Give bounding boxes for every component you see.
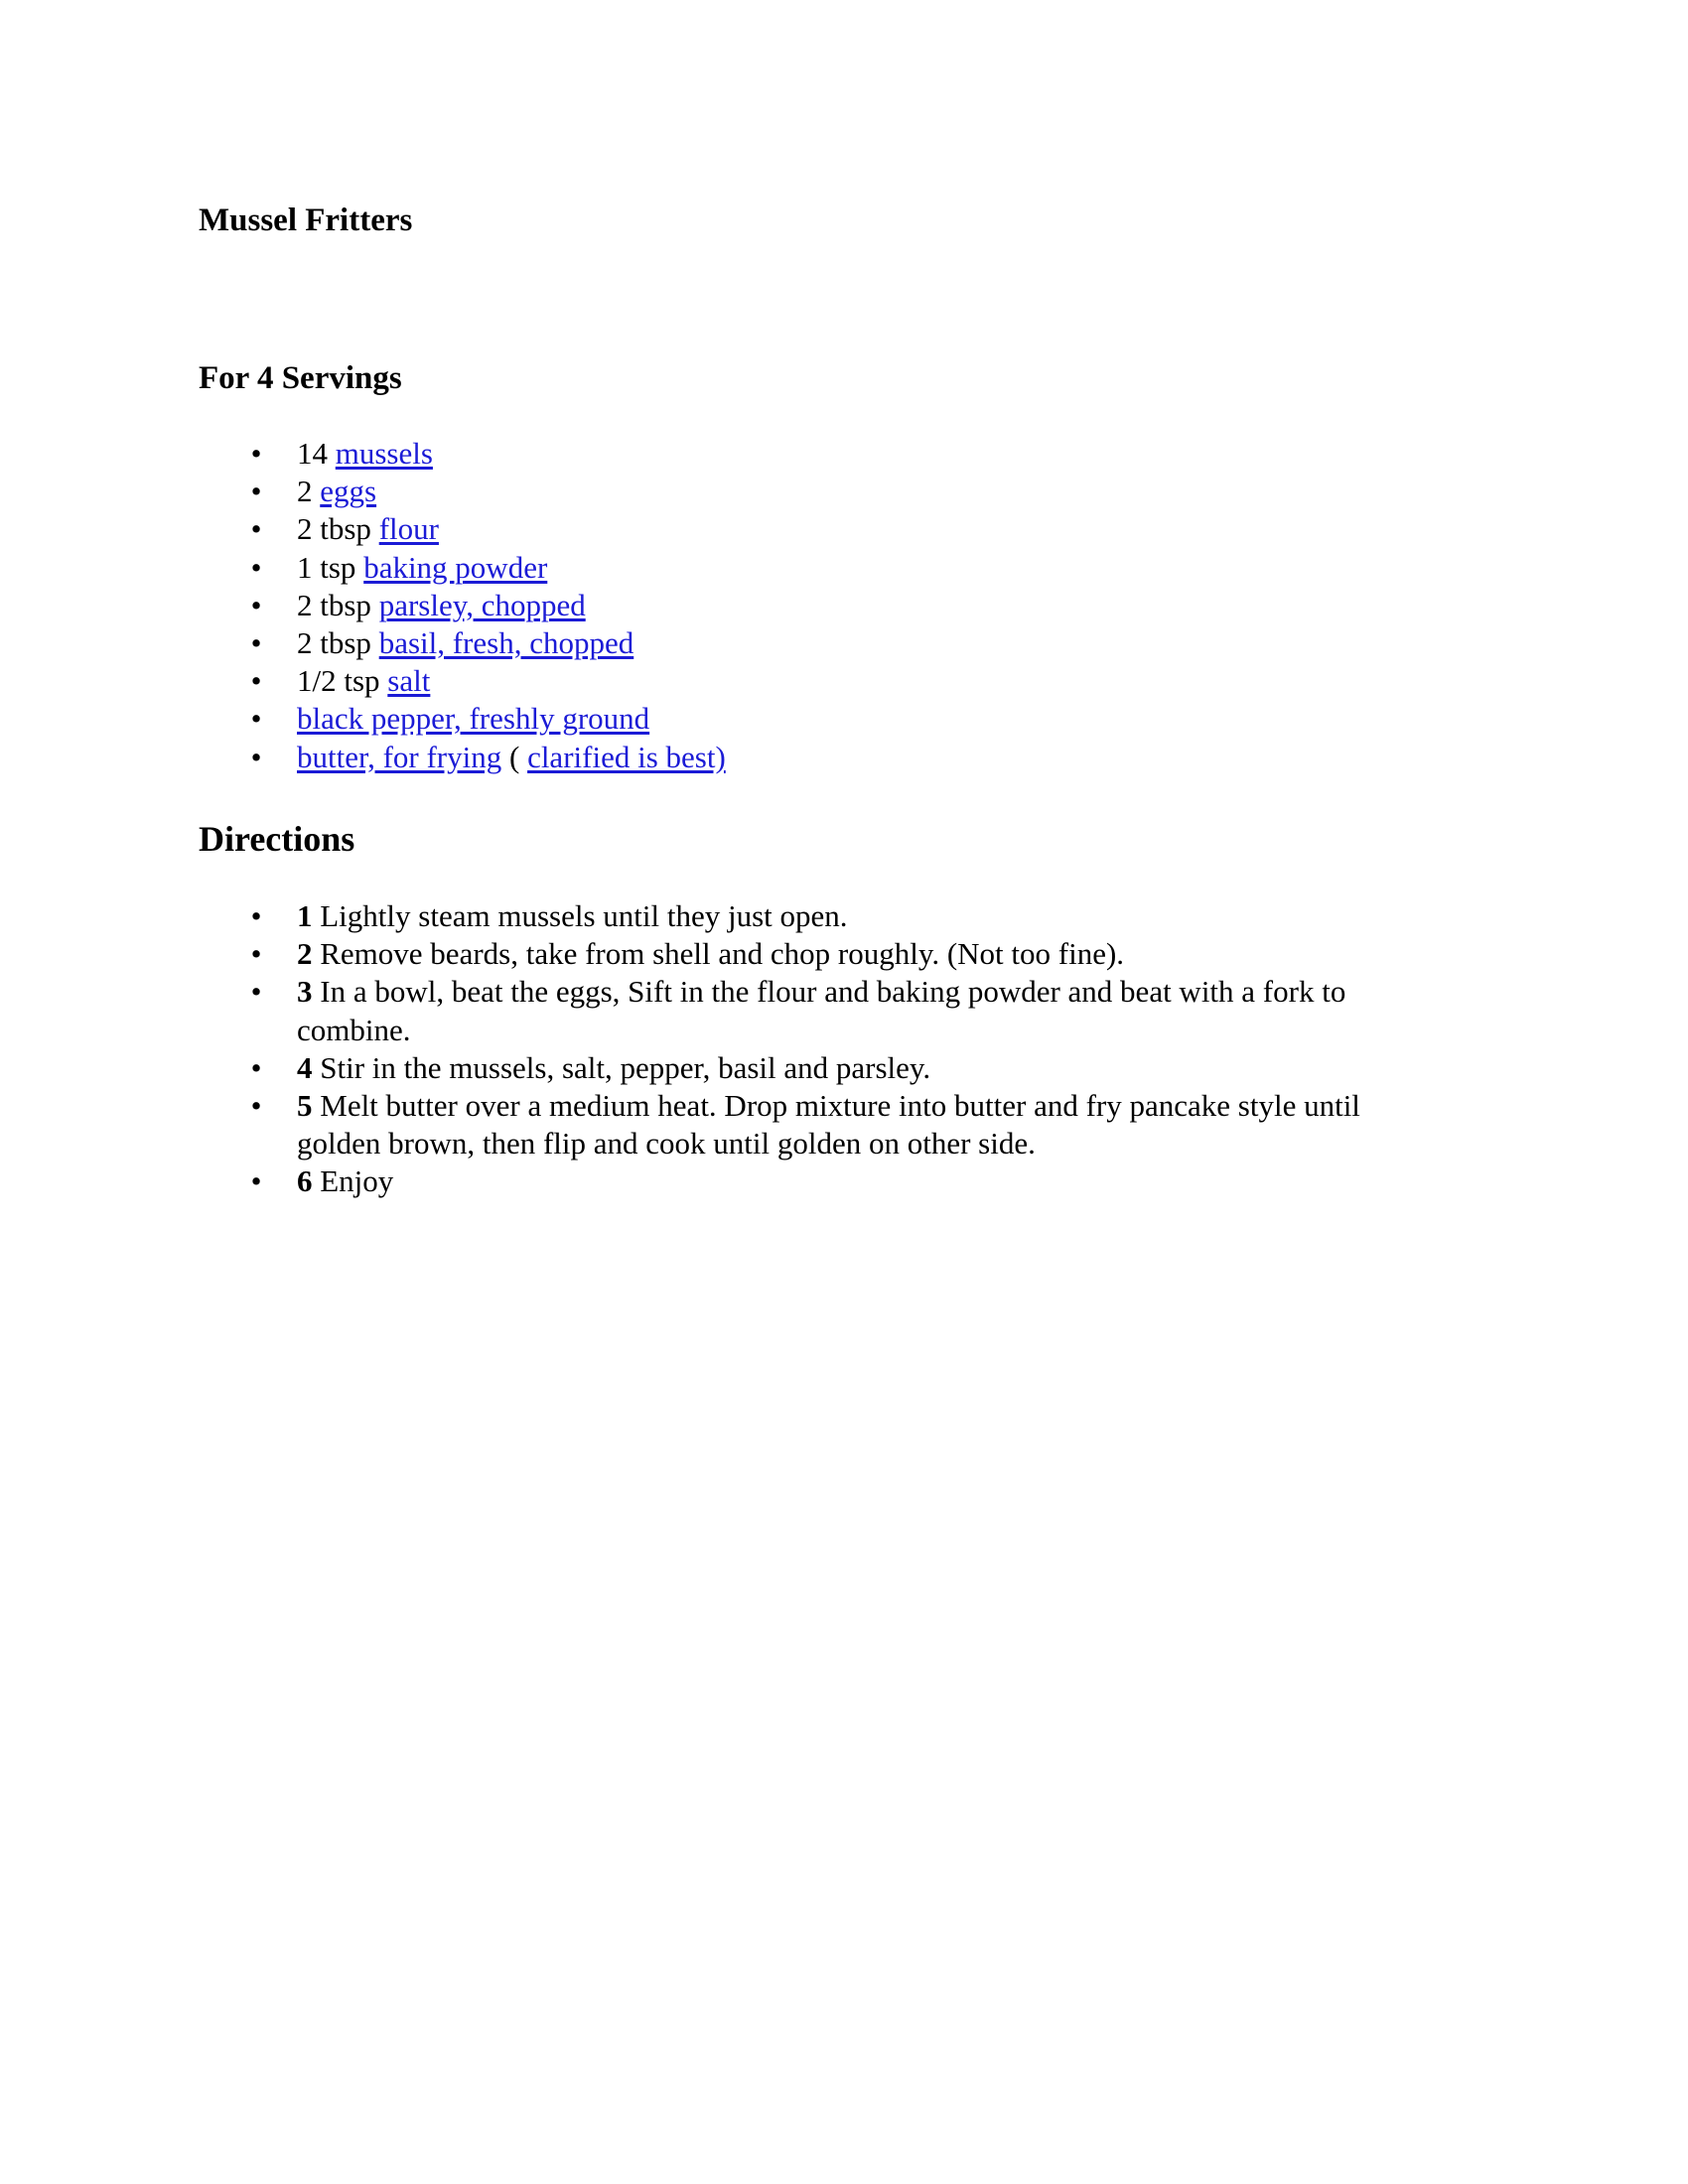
direction-step [199, 1087, 1489, 1162]
direction-step [199, 935, 1489, 973]
bullet-icon: • [250, 436, 262, 471]
bullet-icon: • [250, 663, 262, 699]
bullet-icon: • [250, 1049, 262, 1085]
step-number: 6 [297, 1163, 313, 1199]
step-text: Lightly steam mussels until they just open. [312, 898, 848, 933]
bullet-icon: • [250, 739, 262, 774]
bullet-icon: • [250, 898, 262, 933]
ingredient-item [199, 662, 726, 700]
step-text: Remove beards, take from shell and chop roughly. (Not too fine). [312, 936, 1125, 972]
ingredient-link-salt[interactable]: salt [387, 663, 431, 699]
directions-heading: Directions [199, 819, 355, 859]
ingredient-item [199, 739, 726, 776]
ingredient-quantity: 2 [297, 474, 321, 509]
direction-step [199, 1049, 1489, 1087]
ingredient-link-eggs[interactable]: eggs [320, 474, 377, 509]
ingredient-list [199, 435, 726, 776]
step-text: Stir in the mussels, salt, pepper, basil and parsley. [312, 1049, 931, 1085]
bullet-icon: • [250, 587, 262, 622]
ingredient-item [199, 624, 726, 662]
step-number: 1 [297, 898, 313, 933]
step-text: In a bowl, beat the eggs, Sift in the flour and baking powder and beat with a fork to combine. [297, 974, 1346, 1047]
ingredient-item [199, 700, 726, 738]
bullet-icon: • [250, 1088, 262, 1124]
ingredient-quantity: 2 tbsp [297, 625, 379, 661]
bullet-icon: • [250, 474, 262, 509]
ingredient-quantity: 2 tbsp [297, 511, 379, 547]
ingredient-item [199, 549, 726, 587]
bullet-icon: • [250, 936, 262, 972]
ingredient-quantity: 1/2 tsp [297, 663, 388, 699]
step-text: Melt butter over a medium heat. Drop mixture into butter and fry pancake style until golden brown, then flip and cook until golden on other side. [297, 1088, 1360, 1161]
ingredient-item [199, 435, 726, 473]
ingredient-link-flour[interactable]: flour [378, 511, 439, 547]
ingredient-link-basil[interactable]: basil, fresh, chopped [378, 625, 634, 661]
bullet-icon: • [250, 511, 262, 547]
bullet-icon: • [250, 625, 262, 661]
ingredient-item [199, 510, 726, 548]
step-number: 3 [297, 974, 313, 1010]
ingredient-quantity: 1 tsp [297, 549, 364, 585]
direction-step [199, 897, 1489, 935]
ingredient-link-butter[interactable]: butter, for frying [297, 739, 502, 774]
directions-list [199, 897, 1489, 1201]
step-number: 5 [297, 1088, 313, 1124]
bullet-icon: • [250, 974, 262, 1010]
ingredient-link-clarified[interactable]: clarified is best) [527, 739, 726, 774]
ingredient-link-mussels[interactable]: mussels [335, 436, 433, 471]
ingredient-item [199, 587, 726, 624]
step-number: 4 [297, 1049, 313, 1085]
step-number: 2 [297, 936, 313, 972]
ingredient-link-parsley[interactable]: parsley, chopped [378, 587, 586, 622]
ingredient-quantity: 14 [297, 436, 336, 471]
direction-step [199, 1162, 1489, 1200]
recipe-title: Mussel Fritters [199, 203, 413, 238]
servings-heading: For 4 Servings [199, 360, 402, 396]
bullet-icon: • [250, 701, 262, 737]
ingredient-link-baking-powder[interactable]: baking powder [363, 549, 548, 585]
ingredient-item [199, 473, 726, 510]
direction-step [199, 973, 1489, 1048]
bullet-icon: • [250, 549, 262, 585]
bullet-icon: • [250, 1163, 262, 1199]
ingredient-link-black-pepper[interactable]: black pepper, freshly ground [297, 701, 650, 737]
ingredient-separator: ( [501, 739, 528, 774]
step-text: Enjoy [312, 1163, 394, 1199]
ingredient-quantity: 2 tbsp [297, 587, 379, 622]
